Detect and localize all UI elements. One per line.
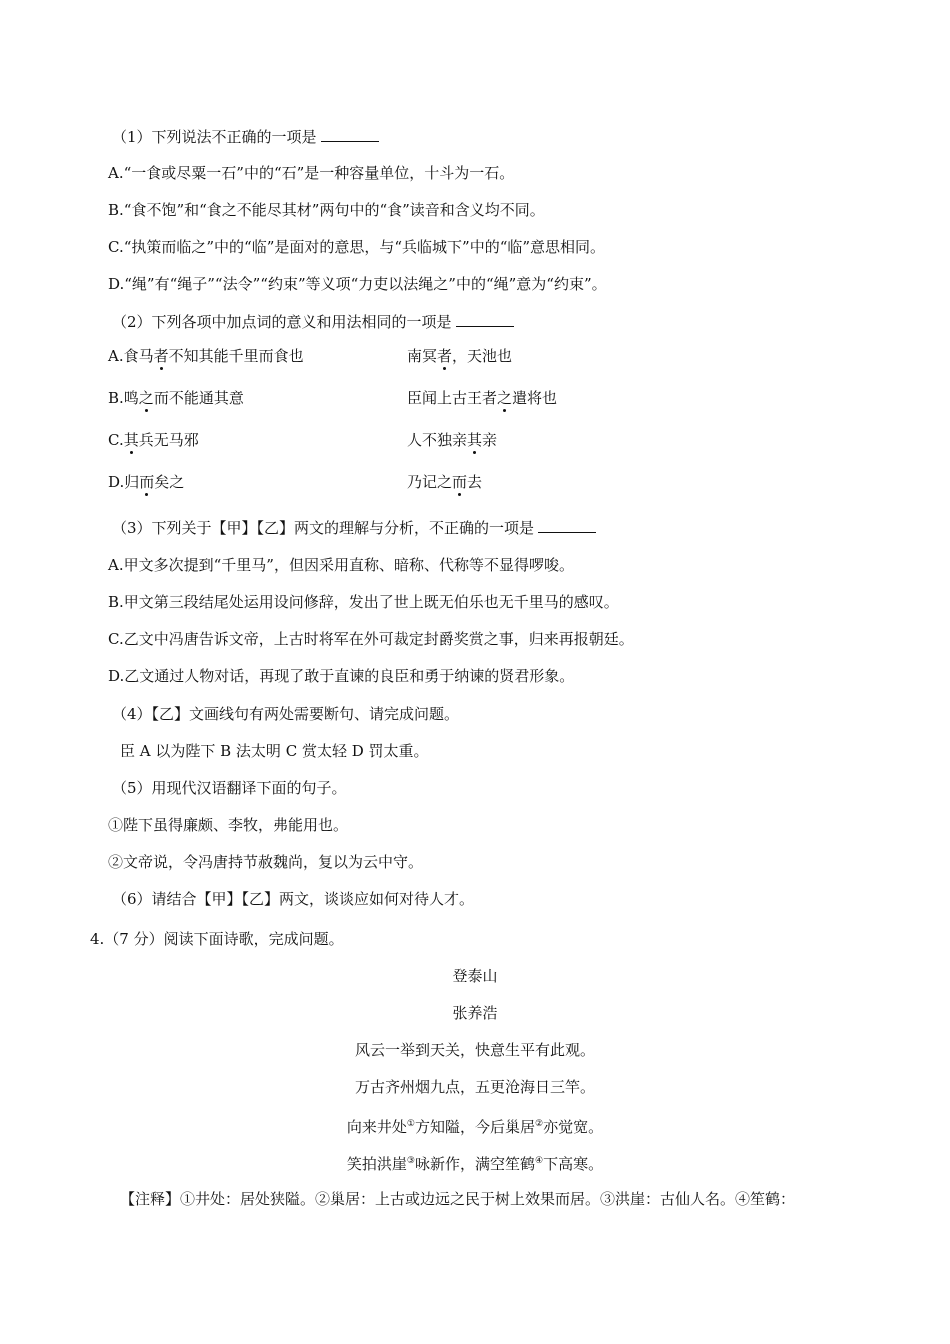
q5-stem: （5）用现代汉语翻译下面的句子。 (112, 779, 347, 797)
q3-option-b: B.甲文第三段结尾处运用设问修辞，发出了世上既无伯乐也无千里马的感叹。 (108, 593, 619, 611)
q3-stem: （3）下列关于【甲】【乙】两文的理解与分析，不正确的一项是 (112, 518, 596, 538)
q2-row-a-left: A.食马者不知其能千里而食也 (108, 347, 304, 365)
poem-author: 张养浩 (452, 1004, 498, 1022)
q3-option-a: A.甲文多次提到“千里马”，但因采用直称、暗称、代称等不显得啰唆。 (108, 556, 574, 574)
poem-line-2: 万古齐州烟九点，五更沧海日三竿。 (354, 1078, 595, 1096)
q1-option-c: C.“执策而临之”中的“临”是面对的意思，与“兵临城下”中的“临”意思相同。 (108, 238, 606, 256)
q2-row-c-left: C.其兵无马邪 (108, 431, 199, 449)
poem-line-1: 风云一举到天关，快意生平有此观。 (354, 1041, 595, 1059)
q3-option-c: C.乙文中冯唐告诉文帝，上古时将军在外可裁定封爵奖赏之事，归来再报朝廷。 (108, 630, 634, 648)
q1-option-d: D.“绳”有“绳子”“法令”“约束”等义项“力吏以法绳之”中的“绳”意为“约束”。 (108, 275, 607, 293)
q2-stem: （2）下列各项中加点词的意义和用法相同的一项是 (112, 312, 514, 332)
q5-item-1: ①陛下虽得廉颇、李牧，弗能用也。 (108, 816, 349, 834)
q1-option-b: B.“食不饱”和“食之不能尽其材”两句中的“食”读音和含义均不同。 (108, 201, 545, 219)
q5-item-2: ②文帝说，令冯唐持节赦魏尚，复以为云中守。 (108, 853, 424, 871)
q2-row-c-right: 人不独亲其亲 (407, 431, 498, 449)
q2-row-b-left: B.鸣之而不能通其意 (108, 389, 244, 407)
q2-row-d-right: 乃记之而去 (407, 473, 483, 491)
q2-row-b-right: 臣闻上古王者之遣将也 (407, 389, 558, 407)
poem-line-4: 笑拍洪崖③咏新作，满空笙鹤④下高寒。 (346, 1155, 604, 1173)
answer-blank[interactable] (538, 518, 596, 533)
answer-blank[interactable] (321, 127, 379, 142)
q3-option-d: D.乙文通过人物对话，再现了敢于直谏的良臣和勇于纳谏的贤君形象。 (108, 667, 575, 685)
poem-annotation: 【注释】①井处：居处狭隘。②巢居：上古或边远之民于树上效果而居。③洪崖：古仙人名。④笙鹤： (120, 1190, 796, 1208)
q1-option-a: A.“一食或尽粟一石”中的“石”是一种容量单位，十斗为一石。 (108, 164, 515, 182)
q4-sentence: 臣 A 以为陛下 B 法太明 C 赏太轻 D 罚太重。 (120, 742, 429, 760)
poem-line-3: 向来井处①方知隘，今后巢居②亦觉宽。 (346, 1118, 604, 1136)
q6-stem: （6）请结合【甲】【乙】两文，谈谈应如何对待人才。 (112, 890, 475, 908)
q4-stem: （4）【乙】文画线句有两处需要断句、请完成问题。 (112, 705, 460, 723)
q2-row-d-left: D.归而矣之 (108, 473, 185, 491)
section4-heading: 4.（7 分）阅读下面诗歌，完成问题。 (90, 930, 344, 948)
poem-title: 登泰山 (452, 967, 498, 985)
q1-stem: （1）下列说法不正确的一项是 (112, 127, 379, 147)
q2-row-a-right: 南冥者，天池也 (407, 347, 513, 365)
answer-blank[interactable] (456, 312, 514, 327)
